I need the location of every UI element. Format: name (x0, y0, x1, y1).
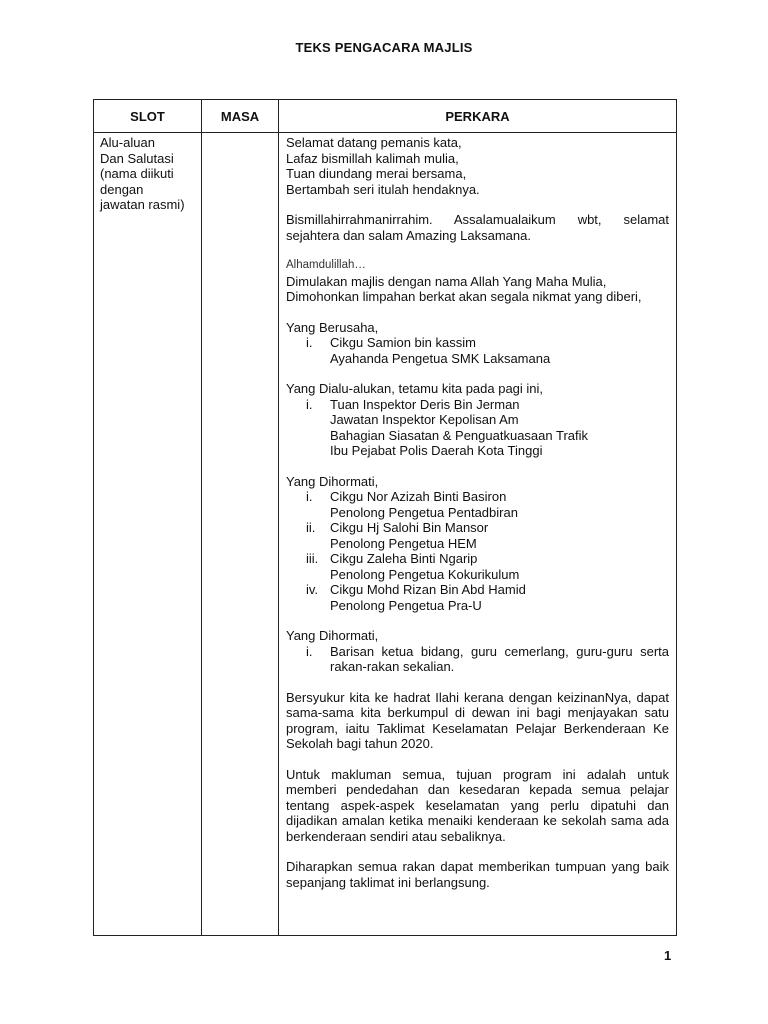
opening-block (286, 258, 669, 305)
list-line: Penolong Pengetua HEM (330, 535, 477, 551)
list-line: Cikgu Hj Salohi Bin Mansor (330, 520, 489, 535)
list-line: Penolong Pengetua Kokurikulum (330, 566, 520, 582)
list-line: Jawatan Inspektor Kepolisan Am (330, 412, 519, 427)
header-slot: SLOT (94, 100, 202, 133)
slot-line: (nama diikuti (100, 166, 174, 181)
list-item (286, 551, 669, 582)
opening-line: Dimulakan majlis dengan nama Allah Yang Maha Mulia, (286, 273, 607, 289)
slot-line: dengan (100, 181, 144, 197)
header-masa: MASA (202, 100, 279, 133)
list-line: Ibu Pejabat Polis Daerah Kota Tinggi (330, 443, 543, 458)
berusaha-section (286, 320, 669, 367)
pantun-line: Lafaz bismillah kalimah mulia, (286, 150, 459, 166)
list-line: Bahagian Siasatan & Penguatkuasaan Trafik (330, 427, 589, 443)
alhamdulillah-text: Alhamdulillah… (286, 259, 366, 271)
list-number: iv. (306, 582, 319, 597)
list-item (286, 335, 669, 366)
list-line: Cikgu Zaleha Binti Ngarip (330, 551, 478, 566)
slot-line: Alu-aluan (100, 135, 155, 150)
page-number: 1 (664, 948, 672, 963)
table-header-row (94, 100, 677, 133)
section-heading: Yang Dihormati, (286, 473, 379, 489)
list-line: Barisan ketua bidang, guru cemerlang, guru-guru serta rakan-rakan sekalian. (330, 643, 669, 674)
list-number: ii. (306, 520, 316, 535)
body-paragraph: Diharapkan semua rakan dapat memberikan tumpuan yang baik sepanjang taklimat ini berlangsung. (286, 859, 669, 890)
body-paragraph: Untuk makluman semua, tujuan program ini adalah untuk memberi pendedahan dan kesedaran kepada semua pelajar tentang aspek-aspek keselamatan yang perlu dipatuhi dan dijadikan amalan ketika menaiki kenderaan ke sekolah sama ada berkenderaan sendiri atau sebaliknya. (286, 766, 669, 844)
list-line: Penolong Pengetua Pra-U (330, 597, 482, 613)
greeting-paragraph: Bismillahirrahmanirrahim. Assalamualaikum wbt, selamat sejahtera dan salam Amazing Laksamana. (286, 212, 669, 243)
list-item (286, 644, 669, 675)
document-title: TEKS PENGACARA MAJLIS (295, 40, 473, 55)
table-row (94, 133, 677, 936)
perkara-cell (279, 133, 677, 936)
list-number: i. (306, 335, 313, 350)
pantun-line: Selamat datang pemanis kata, (286, 135, 462, 150)
slot-line: jawatan rasmi) (100, 197, 185, 212)
list-number: i. (306, 643, 313, 659)
pantun-line: Bertambah seri itulah hendaknya. (286, 181, 480, 197)
list-line: Ayahanda Pengetua SMK Laksamana (330, 350, 551, 366)
list-item (286, 489, 669, 520)
mc-script-table (93, 99, 677, 936)
header-perkara: PERKARA (279, 100, 677, 133)
list-line: Cikgu Mohd Rizan Bin Abd Hamid (330, 582, 526, 597)
list-line: Cikgu Samion bin kassim (330, 335, 476, 350)
slot-cell (94, 133, 202, 936)
pantun-line: Tuan diundang merai bersama, (286, 166, 467, 181)
dihormati-section-2 (286, 628, 669, 675)
section-heading: Yang Berusaha, (286, 319, 379, 335)
section-heading: Yang Dialu-alukan, tetamu kita pada pagi ini, (286, 381, 544, 396)
list-number: i. (306, 489, 313, 504)
masa-cell (202, 133, 279, 936)
list-item (286, 582, 669, 613)
list-item (286, 397, 669, 459)
list-number: iii. (306, 551, 319, 566)
list-number: i. (306, 396, 313, 412)
pantun-block (286, 135, 669, 197)
dihormati-section-1 (286, 474, 669, 614)
list-item (286, 520, 669, 551)
list-line: Cikgu Nor Azizah Binti Basiron (330, 489, 507, 504)
opening-line: Dimohonkan limpahan berkat akan segala nikmat yang diberi, (286, 289, 642, 304)
list-line: Tuan Inspektor Deris Bin Jerman (330, 396, 520, 412)
list-line: Penolong Pengetua Pentadbiran (330, 504, 518, 520)
slot-line: Dan Salutasi (100, 150, 174, 166)
body-paragraph: Bersyukur kita ke hadrat Ilahi kerana dengan keizinanNya, dapat sama-sama kita berkumpul di dewan ini bagi menjayakan satu program, iaitu Taklimat Keselamatan Pelajar Berkenderaan Ke Sekolah bagi tahun 2020. (286, 689, 669, 751)
dialu-section (286, 381, 669, 459)
section-heading: Yang Dihormati, (286, 628, 379, 643)
